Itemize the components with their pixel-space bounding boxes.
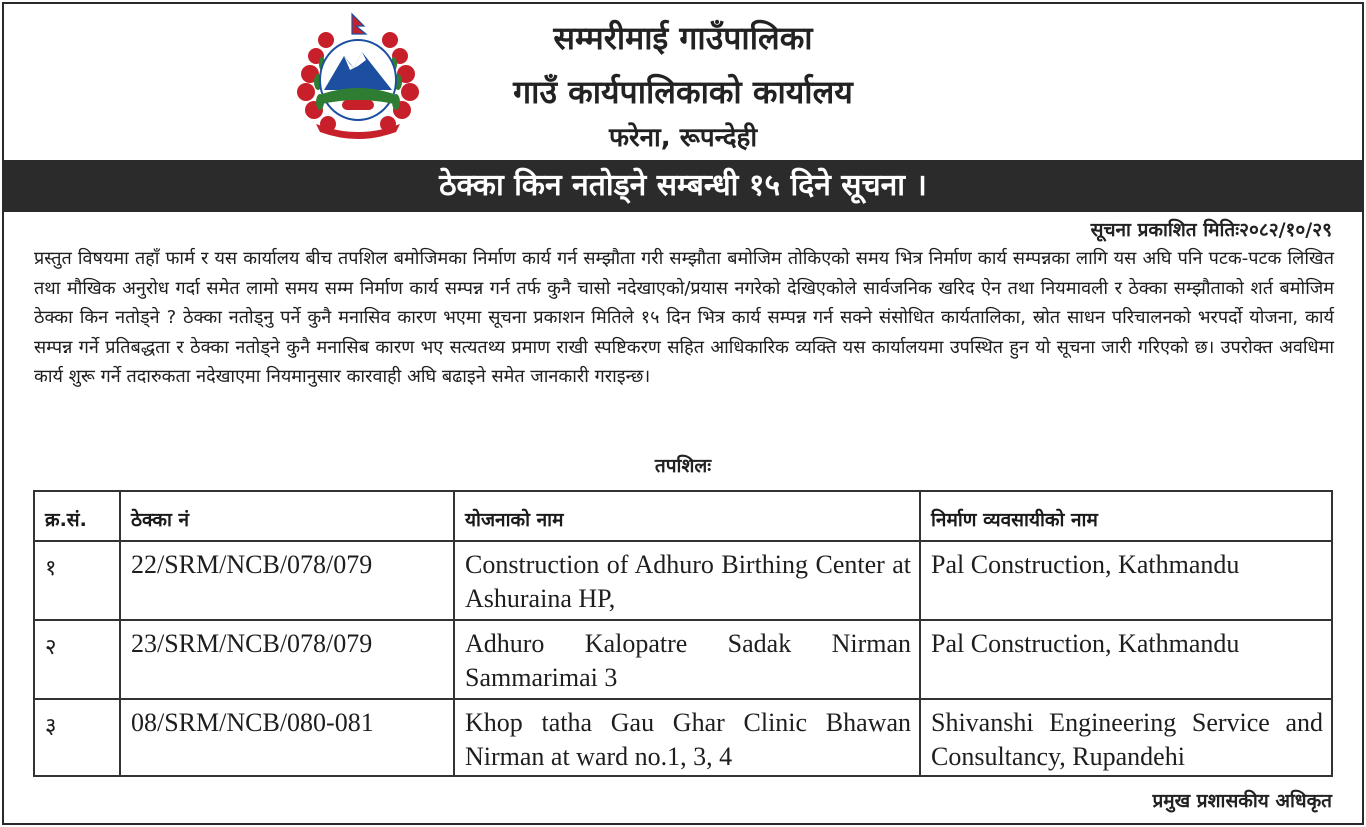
office-address: फरेना, रूपन्देही	[608, 123, 758, 153]
row-project-name: Construction of Adhuro Birthing Center at Ashuraina HP,	[455, 542, 921, 619]
office-name: गाउँ कार्यपालिकाको कार्यालय	[513, 73, 853, 111]
row-serial: ३	[35, 700, 121, 775]
header	[0, 0, 1366, 160]
row-contractor-name: Pal Construction, Kathmandu	[931, 629, 1240, 658]
row-serial: २	[35, 621, 121, 698]
row-contract-no: 08/SRM/NCB/080-081	[121, 700, 455, 775]
table-row	[35, 621, 1331, 700]
header-contractor-name: निर्माण व्यवसायीको नाम	[931, 509, 1098, 531]
row-contractor-name: Pal Construction, Kathmandu	[931, 550, 1240, 579]
published-date: सूचना प्रकाशित मितिः२०८२/१०/२९	[1090, 219, 1332, 241]
signatory-title: प्रमुख प्रशासकीय अधिकृत	[1152, 790, 1332, 812]
table-row	[35, 700, 1331, 775]
row-contract-no: 22/SRM/NCB/078/079	[121, 542, 455, 619]
row-contractor-name: Shivanshi Engineering Service and Consultancy, Rupandehi	[931, 708, 1323, 771]
notice-body: प्रस्तुत विषयमा तहाँ फार्म र यस कार्यालय बीच तपशिल बमोजिमका निर्माण कार्य गर्न सम्झौता गरी सम्झौता बमोजिम तोकिएको समय भित्र निर्माण कार्य सम्पन्नका लागि यस अघि पनि पटक-पटक लिखित तथा मौखिक अनुरोध गर्दा समेत लामो समय सम्म निर्माण कार्य सम्पन्न गर्न तर्फ कुनै चासो नदेखाएको/प्रयास नगरेको देखिएकोले सार्वजनिक खरिद ऐन तथा नियमावली र ठेक्का सम्झौताको शर्त बमोजिम ठेक्का किन नतोड्ने ? ठेक्का नतोड्नु पर्ने कुनै मनासिव कारण भएमा सूचना प्रकाशन मितिले १५ दिन भित्र कार्य सम्पन्न गर्न सक्ने संसोधित कार्यतालिका, स्रोत साधन परिचालनको भरपर्दो योजना, कार्य सम्पन्न गर्ने प्रतिबद्धता र ठेक्का नतोड्ने कुनै मनासिब कारण भए सत्यतथ्य प्रमाण राखी स्पष्टिकरण सहित आधिकारिक व्यक्ति यस कार्यालयमा उपस्थित हुन यो सूचना जारी गरिएको छ। उपरोक्त अवधिमा कार्य शुरू गर्ने तदारुकता नदेखाएमा नियमानुसार कारवाही अघि बढाइने समेत जानकारी गराइन्छ।	[34, 248, 1334, 387]
row-serial: १	[35, 542, 121, 619]
row-project-name: Khop tatha Gau Ghar Clinic Bhawan Nirman at ward no.1, 3, 4	[455, 700, 921, 775]
header-serial: क्र.सं.	[35, 492, 121, 540]
notice-title: ठेक्का किन नतोड्ने सम्बन्धी १५ दिने सूचना ।	[4, 160, 1362, 212]
row-project-name: Adhuro Kalopatre Sadak Nirman Sammarimai 3	[455, 621, 921, 698]
table-header-row	[35, 492, 1331, 542]
header-contract-no: ठेक्का नं	[121, 492, 455, 540]
org-name: सम्मरीमाई गाउँपालिका	[553, 19, 813, 57]
table-row	[35, 542, 1331, 621]
row-contract-no: 23/SRM/NCB/078/079	[121, 621, 455, 698]
contracts-table	[33, 490, 1333, 777]
header-project-name: योजनाको नाम	[455, 492, 921, 540]
details-label: तपशिलः	[654, 455, 712, 477]
